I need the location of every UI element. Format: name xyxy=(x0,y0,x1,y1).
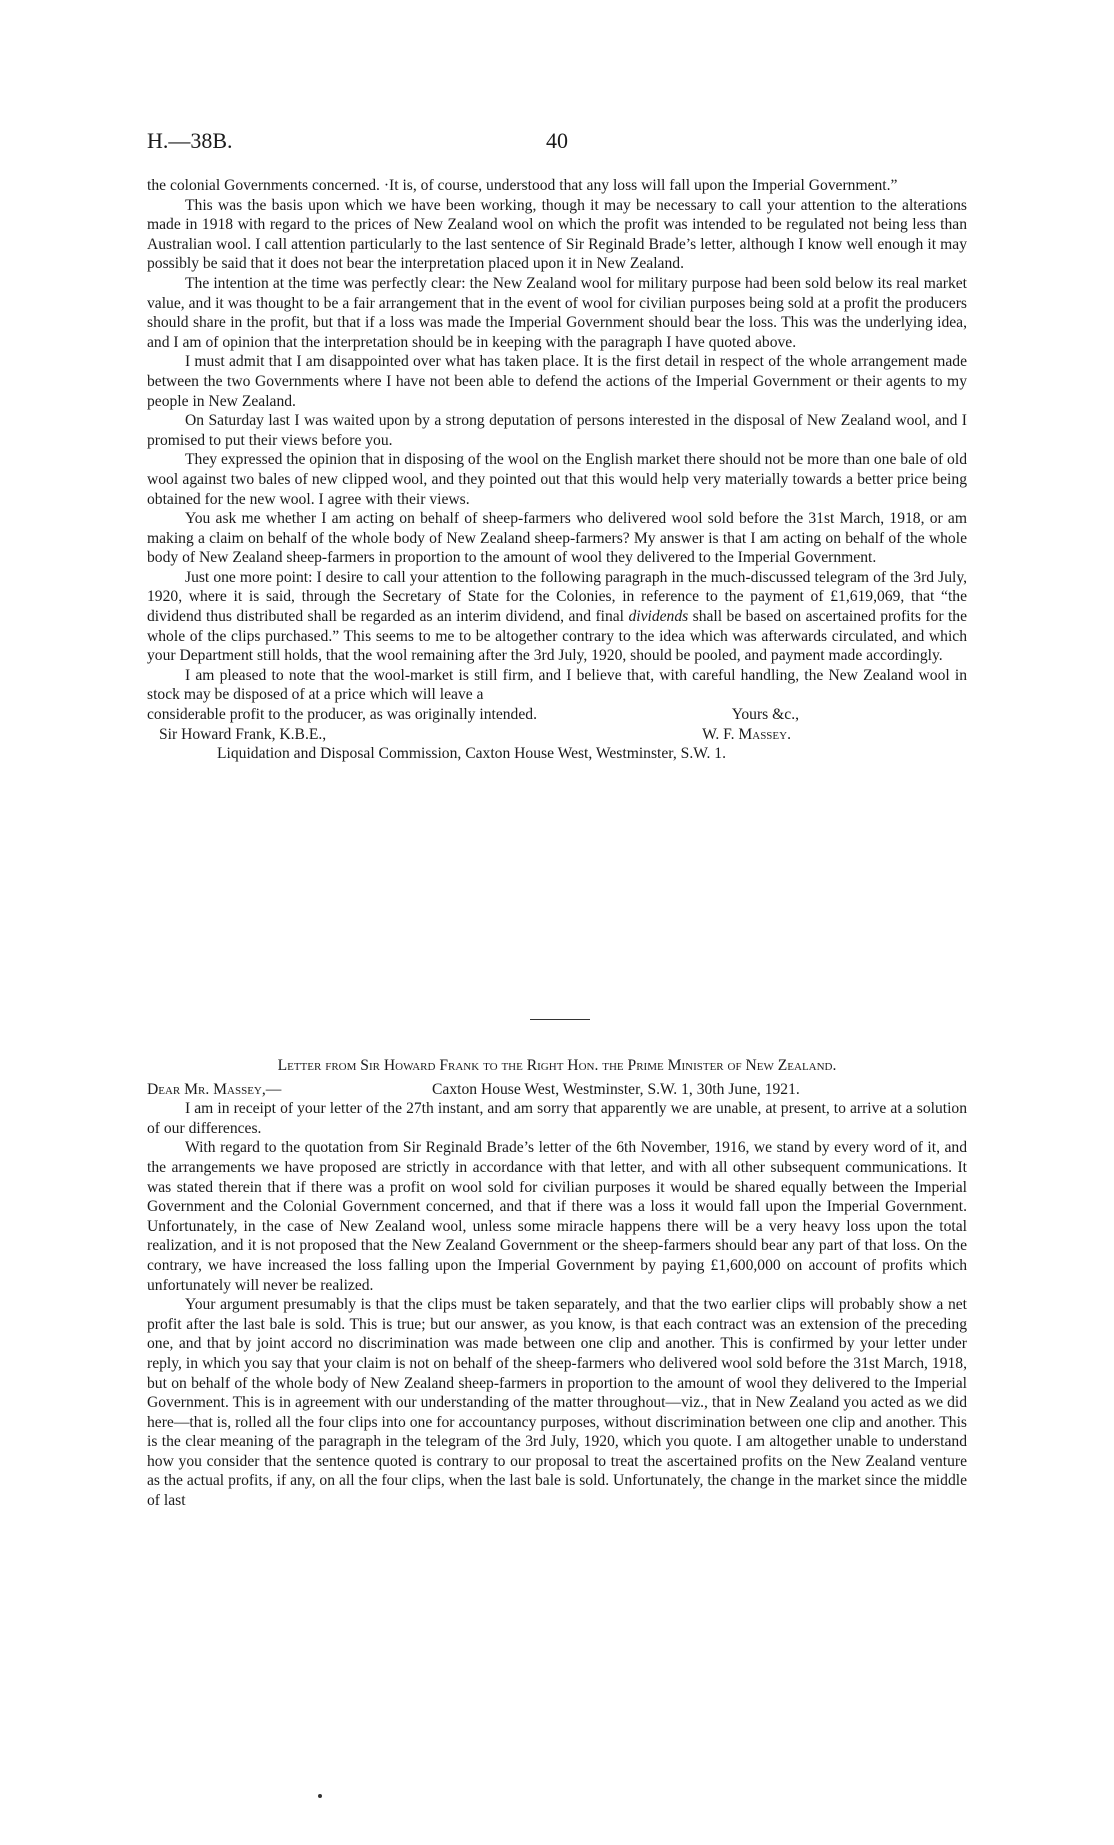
paragraph: With regard to the quotation from Sir Reginald Brade’s letter of the 6th November, 1916, we stand by every word of it, and the arrangements we have proposed are strictly in accordance with that letter, and with all other subsequent communications. It was stated therein that if there was a profit on wool sold for civilian purposes it would be shared equally between the Imperial Government and the Colonial Government concerned, and that if there was a loss it would fall upon the Imperial Government. Unfortunately, in the case of New Zealand wool, unless some miracle happens there will be a very heavy loss upon the total realization, and it is not proposed that the New Zealand Government or the sheep-farmers should bear any part of that loss. On the contrary, we have increased the loss falling upon the Imperial Government by paying £1,600,000 on account of profits which unfortunately will never be realized. xyxy=(147,1139,967,1294)
paragraph: I am in receipt of your letter of the 27th instant, and am sorry that apparently we are unable, at present, to arrive at a solution of our differences. xyxy=(147,1100,967,1137)
page-number: 40 xyxy=(546,128,568,153)
page-header xyxy=(147,128,967,158)
italic-text: dividends xyxy=(628,608,689,626)
paragraph: I am pleased to note that the wool-market is still firm, and I believe that, with careful handling, the New Zealand wool in stock may be disposed of at a price which will leave a xyxy=(147,666,967,704)
dateline: Caxton House West, Westminster, S.W. 1, 30th June, 1921. xyxy=(432,1080,800,1098)
signature-row xyxy=(147,725,967,745)
letter-title: Letter from Sir Howard Frank to the Right Hon. the Prime Minister of New Zealand. xyxy=(277,1057,837,1074)
paragraph: the colonial Governments concerned. ·It is, of course, understood that any loss will fall upon the Imperial Government.” xyxy=(147,177,898,194)
letter-massey xyxy=(147,176,967,764)
paragraph: This was the basis upon which we have been working, though it may be necessary to call your attention to the alterations made in 1918 with regard to the prices of New Zealand wool on which the profit was intended to be regulated not being less than Australian wool. I call attention particularly to the last sentence of Sir Reginald Brade’s letter, although I know well enough it may possibly be said that it does not bear the interpretation placed upon it in New Zealand. xyxy=(147,196,967,273)
paragraph-end: considerable profit to the producer, as was originally intended. xyxy=(147,706,537,724)
letter-frank xyxy=(147,1056,967,1511)
signature: W. F. Massey. xyxy=(702,725,791,743)
print-mark xyxy=(318,1794,322,1798)
paragraph-text: shall be based on ascertained profits for the whole of the clips purchased.” This seems to me to be altogether contrary to the idea which was afterwards circulated, and which your Department still holds, that the wool remaining after the 3rd July, 1920, should be pooled, and payment made accordingly. xyxy=(147,608,968,665)
addressee: Sir Howard Frank, K.B.E., xyxy=(159,725,327,743)
paragraph-text: Just one more point: I desire to call your attention to the following paragraph in the much-discussed telegram of the 3rd July, 1920, where it is said, through the Secretary of State for the Colonies, in reference to the payment of £1,619,069, that “the dividend thus distributed shall be regarded as an interim dividend, and final xyxy=(147,568,967,626)
paragraph: The intention at the time was perfectly clear: the New Zealand wool for military purpose had been sold below its real market value, and it was thought to be a fair arrangement that in the event of wool for civilian purposes being sold at a profit the producers should share in the profit, but that if a loss was made the Imperial Government should bear the loss. This was the underlying idea, and I am of opinion that the interpretation should be in keeping with the paragraph I have quoted above. xyxy=(147,274,967,351)
section-divider xyxy=(530,1019,590,1020)
closing: Yours &c., xyxy=(731,706,799,724)
salutation: Dear Mr. Massey,— xyxy=(147,1080,282,1098)
paragraph: Your argument presumably is that the clips must be taken separately, and that the two earlier clips will probably show a net profit after the last bale is sold. This is true; but our answer, as you know, is that each contract was an extension of the preceding one, and that by joint accord no discrimination was made between one clip and another. This is confirmed by your letter under reply, in which you say that your claim is not on behalf of the sheep-farmers who delivered wool sold before the 31st March, 1918, but on behalf of the whole body of New Zealand sheep-farmers in proportion to the amount of wool they delivered to the Imperial Government. This is in agreement with our understanding of the matter throughout—viz., that in New Zealand you acted as we did here—that is, rolled all the four clips into one for accountancy purposes, without discrimination between one clip and another. This is the clear meaning of the paragraph in the telegram of the 3rd July, 1920, which you quote. I am altogether unable to understand how you consider that the sentence quoted is contrary to our proposal to treat the ascertained profits on the New Zealand venture as the actual profits, if any, on all the four clips, when the last bale is sold. Unfortunately, the change in the market since the middle of last xyxy=(147,1296,967,1510)
paragraph: You ask me whether I am acting on behalf of sheep-farmers who delivered wool sold before the 31st March, 1918, or am making a claim on behalf of the whole body of New Zealand sheep-farmers? My answer is that I am acting on behalf of the whole body of New Zealand sheep-farmers in proportion to the amount of wool they delivered to the Imperial Government. xyxy=(147,510,967,567)
paragraph: I must admit that I am disappointed over what has taken place. It is the first detail in respect of the whole arrangement made between the two Governments where I have not been able to defend the actions of the Imperial Government or their agents to my people in New Zealand. xyxy=(147,353,967,410)
paragraph: On Saturday last I was waited upon by a strong deputation of persons interested in the disposal of New Zealand wool, and I promised to put their views before you. xyxy=(147,412,967,449)
closing-row xyxy=(147,705,967,725)
paragraph-telegram xyxy=(147,568,967,666)
document-reference: H.—38B. xyxy=(147,128,233,153)
salutation-row xyxy=(147,1080,967,1100)
addressee-address: Liquidation and Disposal Commission, Caxton House West, Westminster, S.W. 1. xyxy=(217,745,726,763)
paragraph: They expressed the opinion that in disposing of the wool on the English market there should not be more than one bale of old wool against two bales of new clipped wool, and they pointed out that this would help very materially towards a better price being obtained for the new wool. I agree with their views. xyxy=(147,451,967,508)
